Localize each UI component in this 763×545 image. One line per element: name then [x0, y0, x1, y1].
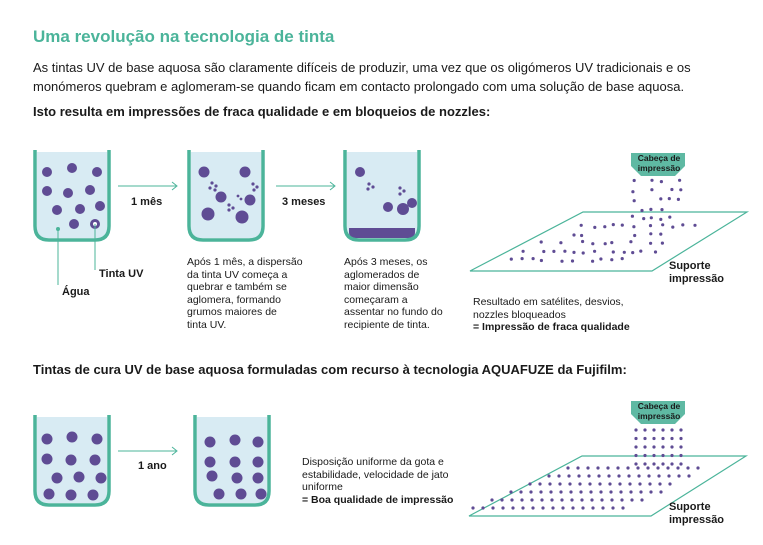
printed-dot [639, 490, 642, 493]
ink-droplet [640, 209, 643, 212]
printed-dot [696, 466, 699, 469]
printed-dot [612, 250, 615, 253]
caption-3-months: Após 3 meses, os aglomerados de maior dimensão começaram a assentar no fundo do recipiente de tinta. [344, 256, 443, 331]
printed-dot [550, 498, 553, 501]
printed-dot [532, 257, 535, 260]
section1-heading: Isto resulta em impressões de fraca qualidade e em bloqueios de nozzles: [33, 104, 491, 119]
printed-dot [600, 498, 603, 501]
beaker-aquafuze-start [35, 415, 109, 505]
printed-dot [637, 474, 640, 477]
ink-droplet [652, 445, 655, 448]
beaker-aquafuze-1-year [195, 415, 269, 505]
print-head-label-2: Cabeça de impressão [637, 401, 681, 421]
printed-dot [571, 506, 574, 509]
printed-dot [640, 498, 643, 501]
beaker-liquid [347, 152, 417, 238]
print-illustration-good [469, 401, 746, 516]
ink-droplet [649, 208, 652, 211]
printed-dot [659, 233, 662, 236]
printed-dot [572, 233, 575, 236]
printed-dots-uniform [471, 466, 699, 509]
printed-dot [561, 506, 564, 509]
printed-dot [571, 259, 574, 262]
printed-dot [563, 250, 566, 253]
arrow-1-month-label: 1 mês [131, 196, 163, 208]
ink-droplet [679, 428, 682, 431]
ink-droplet [661, 445, 664, 448]
ink-droplet [652, 454, 655, 457]
ink-droplet [677, 198, 680, 201]
printed-dot [601, 506, 604, 509]
printed-dot [648, 482, 651, 485]
printed-dot [581, 506, 584, 509]
sediment-layer [349, 228, 415, 238]
ink-droplet [660, 180, 663, 183]
ink-droplet [670, 454, 673, 457]
printed-dot [491, 506, 494, 509]
printed-dot [658, 482, 661, 485]
printed-dot [593, 226, 596, 229]
printed-dot [647, 474, 650, 477]
printed-dot [630, 498, 633, 501]
ink-droplet [634, 428, 637, 431]
printed-dot [557, 474, 560, 477]
ink-droplet [631, 215, 634, 218]
printed-dot [626, 466, 629, 469]
printed-dot [599, 257, 602, 260]
printed-dot [677, 474, 680, 477]
intro-line-1: As tintas UV de base aquosa são claramente difíceis de produzir, uma vez que os oligómeros UV tradicionais e os [33, 60, 691, 75]
printed-dot [576, 466, 579, 469]
result-caption-poor: Resultado em satélites, desvios, nozzles bloqueados = Impressão de fraca qualidade [473, 296, 630, 334]
printed-dot [599, 490, 602, 493]
ink-droplet [634, 445, 637, 448]
printed-dot [671, 226, 674, 229]
printed-dot [621, 506, 624, 509]
printed-dot [560, 498, 563, 501]
printed-dot [481, 506, 484, 509]
printed-dot [649, 232, 652, 235]
printed-dot [490, 498, 493, 501]
printed-dot [530, 498, 533, 501]
ink-droplet [670, 437, 673, 440]
printed-dot [519, 490, 522, 493]
ink-droplet [668, 216, 671, 219]
printed-dot [596, 466, 599, 469]
printed-dot [540, 240, 543, 243]
printed-dot [548, 482, 551, 485]
print-head-label-1: Cabeça de impressão [637, 153, 681, 173]
printed-dot [580, 224, 583, 227]
section2-heading: Tintas de cura UV de base aquosa formuladas com recurso à tecnologia AQUAFUZE da Fujifilm: [33, 362, 627, 377]
printed-dot [629, 490, 632, 493]
printed-dot [542, 250, 545, 253]
printed-dot [509, 490, 512, 493]
printed-dot [586, 466, 589, 469]
printed-dot [632, 225, 635, 228]
printed-dot [591, 260, 594, 263]
ink-droplet [679, 188, 682, 191]
ink-droplet [679, 454, 682, 457]
printed-dot [521, 257, 524, 260]
printed-dot [577, 474, 580, 477]
ink-droplet [643, 445, 646, 448]
printed-dot [668, 482, 671, 485]
ink-droplet [679, 462, 682, 465]
printed-dot [646, 466, 649, 469]
printed-dot [551, 506, 554, 509]
printed-dot [559, 490, 562, 493]
ink-droplet [661, 462, 664, 465]
printed-dot [552, 250, 555, 253]
water-label: Água [62, 286, 90, 298]
ink-droplet [652, 462, 655, 465]
ink-droplet [652, 428, 655, 431]
printed-dot [620, 498, 623, 501]
arrow-3-months-label: 3 meses [282, 196, 326, 208]
printed-dot [582, 251, 585, 254]
printed-dot [603, 225, 606, 228]
printed-dot [661, 242, 664, 245]
printed-dot [529, 490, 532, 493]
printed-dot [649, 224, 652, 227]
intro-line-2: monómeros quebram e aglomeram-se quando ficam em contacto prolongado com uma solução de base aquosa. [33, 79, 685, 94]
ink-droplet [670, 188, 673, 191]
ink-droplet [659, 197, 662, 200]
printed-dot [510, 498, 513, 501]
printed-dot [540, 498, 543, 501]
ink-droplet [633, 179, 636, 182]
printed-dot [567, 474, 570, 477]
print-illustration-poor [470, 153, 747, 271]
arrow-1-year [118, 447, 177, 455]
printed-dot [500, 498, 503, 501]
printed-dot [597, 474, 600, 477]
ink-droplet [643, 462, 646, 465]
printed-dot [528, 482, 531, 485]
printed-dot [617, 474, 620, 477]
printed-dot [588, 482, 591, 485]
ink-droplets-irregular [631, 179, 683, 221]
printed-dot [522, 250, 525, 253]
printed-dot [581, 240, 584, 243]
ink-droplet [668, 197, 671, 200]
printed-dot [591, 506, 594, 509]
ink-droplet [650, 188, 653, 191]
printed-dot [616, 466, 619, 469]
printed-dot [570, 498, 573, 501]
ink-droplet [643, 437, 646, 440]
printed-dot [541, 506, 544, 509]
substrate-label-1: Suporte impressão [669, 260, 725, 285]
page-title: Uma revolução na tecnologia de tinta [33, 27, 335, 46]
printed-dot [649, 242, 652, 245]
printed-dot [681, 223, 684, 226]
printed-dot [654, 250, 657, 253]
printed-dot [649, 490, 652, 493]
ink-droplet [643, 454, 646, 457]
printed-dot [661, 223, 664, 226]
printed-dot [589, 490, 592, 493]
printed-dot [657, 474, 660, 477]
printed-dot [521, 506, 524, 509]
ink-droplet [670, 428, 673, 431]
ink-droplet [634, 462, 637, 465]
printed-dot [591, 242, 594, 245]
printed-dot [531, 506, 534, 509]
printed-dot [540, 259, 543, 262]
printed-dot [568, 482, 571, 485]
printed-dot [623, 251, 626, 254]
ink-droplet [650, 216, 653, 219]
printed-dot [693, 224, 696, 227]
ink-droplet [670, 462, 673, 465]
printed-dot [633, 234, 636, 237]
printed-dot [636, 466, 639, 469]
printed-dot [627, 474, 630, 477]
caption-1-month: Após 1 mês, a dispersão da tinta UV começa a quebrar e também se aglomera, formando grumos maiores de tinta UV. [187, 256, 303, 331]
printed-dot [520, 498, 523, 501]
printed-dot [579, 490, 582, 493]
printed-dot [628, 482, 631, 485]
printed-dot [539, 490, 542, 493]
printed-dot [587, 474, 590, 477]
printed-dot [656, 466, 659, 469]
ink-droplet [670, 445, 673, 448]
printed-dot [580, 234, 583, 237]
ink-droplet [661, 454, 664, 457]
printed-dot [607, 474, 610, 477]
ink-droplet [661, 428, 664, 431]
beaker-fresh-ink [35, 150, 109, 240]
printed-dot [687, 474, 690, 477]
printed-dot [611, 506, 614, 509]
printed-dot [590, 498, 593, 501]
ink-droplet [642, 217, 645, 220]
printed-dot [686, 466, 689, 469]
printed-dots-irregular [510, 223, 697, 263]
printed-dot [629, 240, 632, 243]
printed-dot [621, 257, 624, 260]
printed-dot [618, 482, 621, 485]
ink-droplet [634, 437, 637, 440]
beaker-3-months [345, 150, 419, 240]
printed-dot [639, 250, 642, 253]
printed-dot [560, 260, 563, 263]
ink-droplet [652, 437, 655, 440]
printed-dot [549, 490, 552, 493]
printed-dot [510, 258, 513, 261]
printed-dot [511, 506, 514, 509]
substrate-label-2: Suporte impressão [669, 501, 725, 526]
printed-dot [612, 223, 615, 226]
printed-dot [578, 482, 581, 485]
ink-droplet [678, 179, 681, 182]
arrow-1-month [118, 182, 177, 190]
ink-droplet [679, 437, 682, 440]
printed-dot [566, 466, 569, 469]
beaker-1-month [189, 150, 263, 240]
ink-droplet [661, 437, 664, 440]
printed-dot [609, 490, 612, 493]
ink-droplet [659, 218, 662, 221]
printed-dot [676, 466, 679, 469]
printed-dot [580, 498, 583, 501]
printed-dot [606, 466, 609, 469]
printed-dot [631, 251, 634, 254]
printed-dot [569, 490, 572, 493]
printed-dot [598, 482, 601, 485]
ink-droplet [679, 445, 682, 448]
ink-droplet [631, 190, 634, 193]
printed-dot [538, 482, 541, 485]
ink-droplet [660, 208, 663, 211]
ink-droplet [643, 428, 646, 431]
printed-dot [547, 474, 550, 477]
printed-dot [659, 490, 662, 493]
arrow-3-months [276, 182, 335, 190]
printed-dot [667, 474, 670, 477]
printed-dot [604, 242, 607, 245]
printed-dot [666, 466, 669, 469]
printed-dot [610, 498, 613, 501]
printed-dot [558, 482, 561, 485]
printed-dot [610, 241, 613, 244]
ink-droplet [633, 199, 636, 202]
printed-dot [593, 250, 596, 253]
ink-droplet [634, 454, 637, 457]
printed-dot [559, 241, 562, 244]
printed-dot [619, 490, 622, 493]
printed-dot [572, 251, 575, 254]
uv-ink-label: Tinta UV [99, 268, 144, 280]
printed-dot [471, 506, 474, 509]
printed-dot [608, 482, 611, 485]
printed-dot [610, 258, 613, 261]
printed-dot [621, 224, 624, 227]
result-caption-good: Disposição uniforme da gota e estabilidade, velocidade de jato uniforme = Boa qualidade de impressão [302, 456, 454, 506]
ink-droplets-uniform [634, 428, 682, 465]
ink-droplet [650, 179, 653, 182]
printed-dot [638, 482, 641, 485]
printed-dot [501, 506, 504, 509]
arrow-1-year-label: 1 ano [138, 460, 167, 472]
